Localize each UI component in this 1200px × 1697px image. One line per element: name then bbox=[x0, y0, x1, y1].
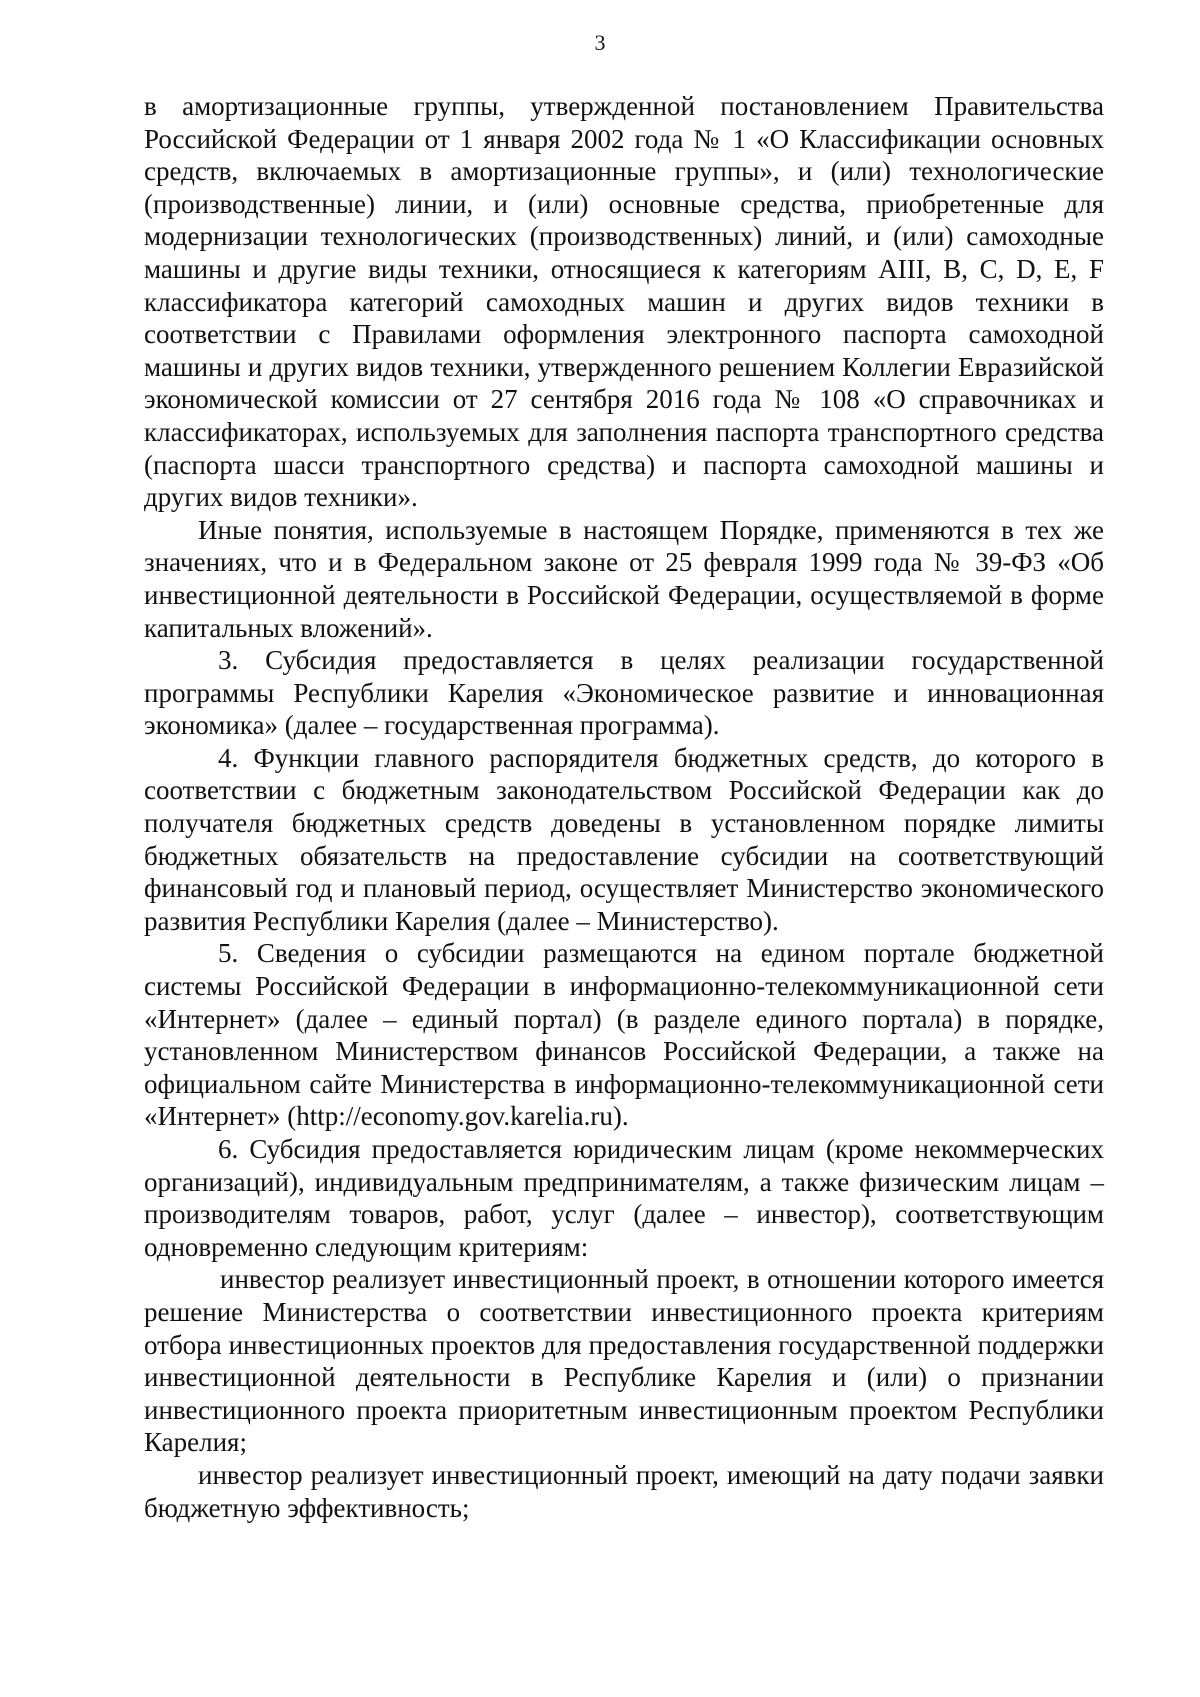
paragraph-item-5: 5. Сведения о субсидии размещаются на едином портале бюджетной системы Российской Федерации в информационно-телекоммуникационной сети «Интернет» (далее – единый портал) (в разделе единого портала) в порядке, установленном Министерством финансов Российской Федерации, а также на официальном сайте Министерства в информационно-телекоммуникационной сети «Интернет» (http://economy.gov.karelia.ru). bbox=[144, 938, 1104, 1132]
document-body bbox=[144, 90, 1104, 1524]
paragraph-continuation: в амортизационные группы, утвержденной постановлением Правительства Российской Федерации от 1 января 2002 года № 1 «О Классификации основных средств, включаемых в амортизационные группы», и (или) технологические (производственные) линии, и (или) основные средства, приобретенные для модернизации технологических (производственных) линий, и (или) самоходные машины и другие виды техники, относящиеся к категориям AIII, B, C, D, E, F классификатора категорий самоходных машин и других видов техники в соответствии с Правилами оформления электронного паспорта самоходной машины и других видов техники, утвержденного решением Коллегии Евразийской экономической комиссии от 27 сентября 2016 года № 108 «О справочниках и классификаторах, используемых для заполнения паспорта транспортного средства (паспорта шасси транспортного средства) и паспорта самоходной машины и других видов техники». bbox=[144, 91, 1104, 513]
paragraph-criterion-2: инвестор реализует инвестиционный проект, имеющий на дату подачи заявки бюджетную эффективность; bbox=[144, 1459, 1104, 1523]
paragraph-item-4: 4. Функции главного распорядителя бюджетных средств, до которого в соответствии с бюджетным законодательством Российской Федерации как до получателя бюджетных средств доведены в установленном порядке лимиты бюджетных обязательств на предоставление субсидии на соответствующий финансовый год и плановый период, осуществляет Министерство экономического развития Республики Карелия (далее – Министерство). bbox=[144, 742, 1104, 936]
page-number: 3 bbox=[594, 30, 606, 55]
paragraph-item-3: 3. Субсидия предоставляется в целях реализации государственной программы Республики Карелия «Экономическое развитие и инновационная экономика» (далее – государственная программа). bbox=[144, 645, 1104, 741]
paragraph-other-terms: Иные понятия, используемые в настоящем Порядке, применяются в тех же значениях, что и в Федеральном законе от 25 февраля 1999 года № 39-ФЗ «Об инвестиционной деятельности в Российской Федерации, осуществляемой в форме капитальных вложений». bbox=[144, 514, 1104, 643]
paragraph-criterion-1: инвестор реализует инвестиционный проект, в отношении которого имеется решение Министерства о соответствии инвестиционного проекта критериям отбора инвестиционных проектов для предоставления государственной поддержки инвестиционной деятельности в Республике Карелия и (или) о признании инвестиционного проекта приоритетным инвестиционным проектом Республики Карелия; bbox=[144, 1264, 1104, 1458]
paragraph-item-6: 6. Субсидия предоставляется юридическим лицам (кроме некоммерческих организаций), индивидуальным предпринимателям, а также физическим лицам – производителям товаров, работ, услуг (далее – инвестор), соответствующим одновременно следующим критериям: bbox=[144, 1134, 1104, 1262]
